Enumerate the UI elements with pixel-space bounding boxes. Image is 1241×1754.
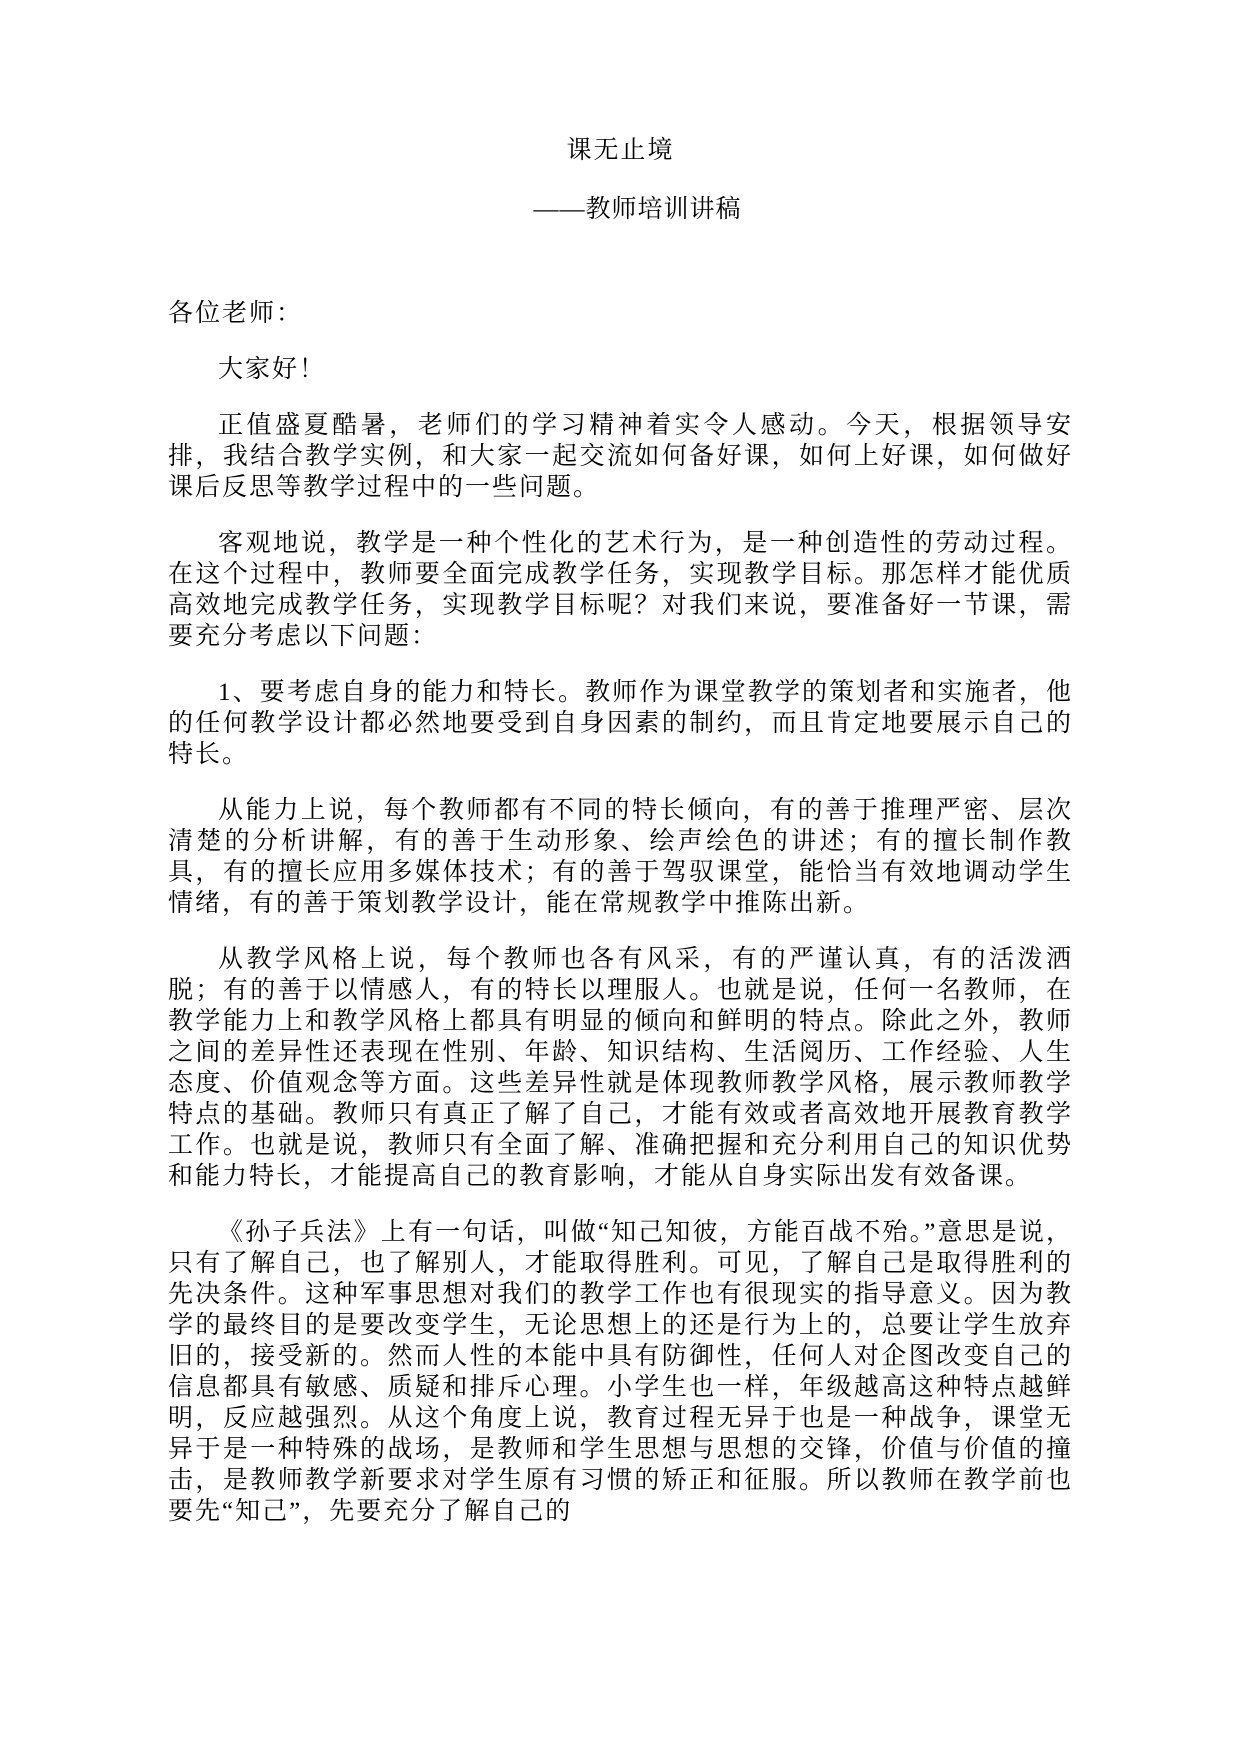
paragraph-teaching-style: 从教学风格上说，每个教师也各有风采，有的严谨认真，有的活泼洒脱；有的善于以情感人，有的特长以理服人。也就是说，任何一名教师，在教学能力上和教学风格上都具有明显的倾向和鲜明的特点。除此之外，教师之间的差异性还表现在性别、年龄、知识结构、生活阅历、工作经验、人生态度、价值观念等方面。这些差异性就是体现教师教学风格，展示教师教学特点的基础。教师只有真正了解了自己，才能有效或者高效地开展教育教学工作。也就是说，教师只有全面了解、准确把握和充分利用自己的知识优势和能力特长，才能提高自己的教育影响，才能从自身实际出发有效备课。 <box>168 946 1073 1190</box>
paragraph-intro: 正值盛夏酷暑，老师们的学习精神着实令人感动。今天，根据领导安排，我结合教学实例，和大家一起交流如何备好课，如何上好课，如何做好课后反思等教学过程中的一些问题。 <box>168 412 1073 501</box>
paragraph-point-1-ability-and-strengths: 1、要考虑自身的能力和特长。教师作为课堂教学的策划者和实施者，他的任何教学设计都必然地要受到自身因素的制约，而且肯定地要展示自己的特长。 <box>168 679 1073 768</box>
paragraph-overview: 客观地说，教学是一种个性化的艺术行为，是一种创造性的劳动过程。在这个过程中，教师要全面完成教学任务，实现教学目标。那怎样才能优质高效地完成教学任务，实现教学目标呢？对我们来说，要准备好一节课，需要充分考虑以下问题： <box>168 530 1073 650</box>
paragraph-ability-details: 从能力上说，每个教师都有不同的特长倾向，有的善于推理严密、层次清楚的分析讲解，有的善于生动形象、绘声绘色的讲述；有的擅长制作教具，有的擅长应用多媒体技术；有的善于驾驭课堂，能恰当有效地调动学生情绪，有的善于策划教学设计，能在常规教学中推陈出新。 <box>168 797 1073 917</box>
paragraph-greeting: 大家好！ <box>218 356 327 383</box>
paragraph-sunzi-art-of-war: 《孙子兵法》上有一句话，叫做“知己知彼，方能百战不殆。”意思是说，只有了解自己，也了解别人，才能取得胜利。可见，了解自己是取得胜利的先决条件。这种军事思想对我们的教学工作也有很现实的指导意义。因为教学的最终目的是要改变学生，无论思想上的还是行为上的，总要让学生放弃旧的，接受新的。然而人性的本能中具有防御性，任何人对企图改变自己的信息都具有敏感、质疑和排斥心理。小学生也一样，年级越高这种特点越鲜明，反应越强烈。从这个角度上说，教育过程无异于也是一种战争，课堂无异于是一种特殊的战场，是教师和学生思想与思想的交锋，价值与价值的撞击，是教师教学新要求对学生原有习惯的矫正和征服。所以教师在教学前也要先“知己”，先要充分了解自己的 <box>168 1219 1073 1525</box>
document-title: 课无止境 <box>566 137 675 164</box>
document-subtitle: ——教师培训讲稿 <box>533 196 742 223</box>
paragraph-salutation: 各位老师： <box>168 300 304 327</box>
